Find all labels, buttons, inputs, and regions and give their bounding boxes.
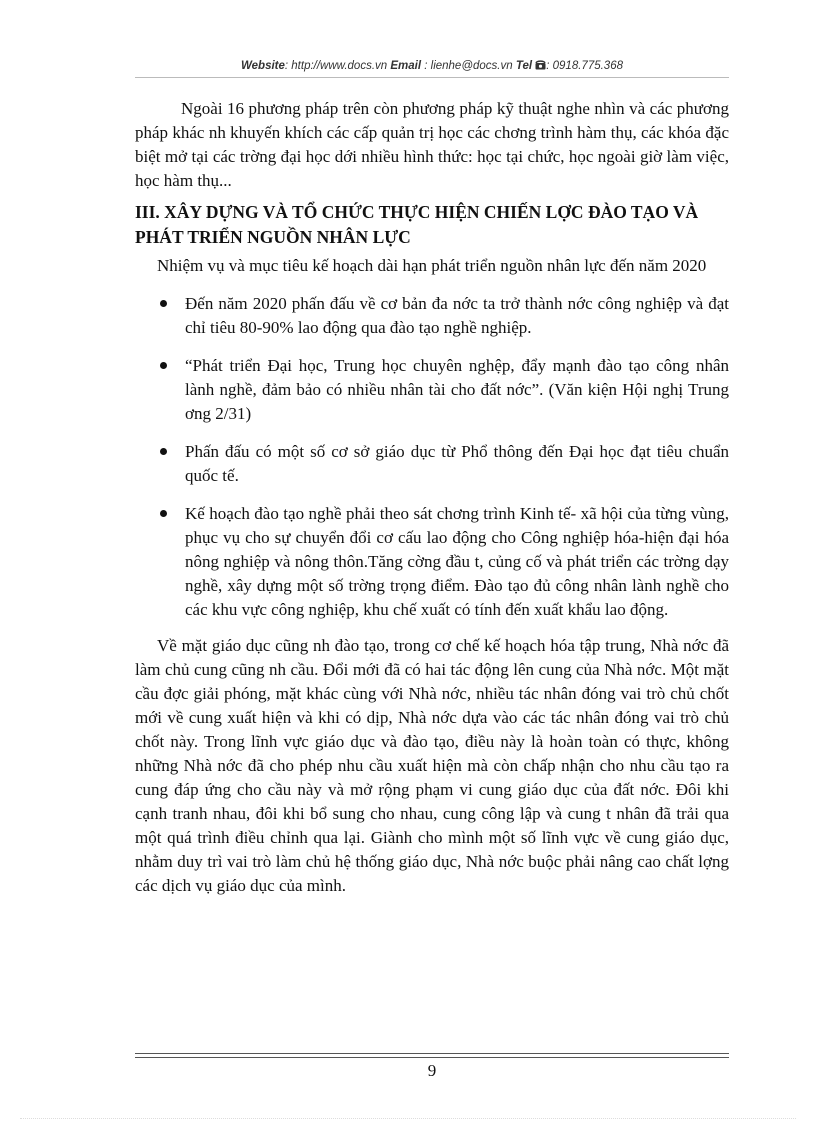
intro-paragraph: Nhiệm vụ và mục tiêu kế hoạch dài hạn phát triển nguồn nhân lực đến năm 2020 <box>157 256 707 275</box>
footer-divider-bottom <box>135 1057 729 1058</box>
list-item <box>135 354 729 426</box>
page-header <box>135 60 729 72</box>
list-item-text: Đến năm 2020 phấn đấu về cơ bản đa nớc ta trở thành nớc công nghiệp và đạt chỉ tiêu 80-90% lao động qua đào tạo nghề nghiệp. <box>185 294 729 337</box>
paragraph-education-reform: Về mặt giáo dục cũng nh đào tạo, trong cơ chế kế hoạch hóa tập trung, Nhà nớc đã làm chủ cung cũng nh cầu. Đổi mới đã có hai tác động lên cung của Nhà nớc. Một mặt cầu đợc giải phóng, mặt khác cùng với Nhà nớc, nhiều tác nhân đóng vai trò chủ chốt mới về cung xuất hiện và khi có dịp, Nhà nớc dựa vào các tác nhân đóng vai trò chủ chốt này. Trong lĩnh vực giáo dục và đào tạo, điều này là hoàn toàn có thực, không những Nhà nớc đã cho phép nhu cầu xuất hiện mà còn chấp nhận cho nhu cầu tạo ra cung đáp ứng cho cầu này và mở rộng phạm vi cung giáo dục của đất nớc. Đôi khi cạnh tranh nhau, đôi khi bổ sung cho nhau, cung công lập và cung t nhân đã trải qua một quá trình điều chỉnh qua lại. Giành cho mình một số lĩnh vực về cung giáo dục, nhằm duy trì vai trò làm chủ hệ thống giáo dục, Nhà nớc buộc phải nâng cao chất lợng các dịch vụ giáo dục của mình. <box>135 636 729 895</box>
email-label: Email <box>390 60 422 72</box>
phone-icon <box>535 60 546 70</box>
list-item-text: Kế hoạch đào tạo nghề phải theo sát chơng trình Kinh tế- xã hội của từng vùng, phục vụ cho sự chuyển đổi cơ cấu lao động cho Công nghiệp hóa-hiện đại hóa nông nghiệp và nông thôn.Tăng cờng đầu t, củng cố và phát triển các trờng dạy nghề, xây dựng một số trờng trọng điểm. Đào tạo đủ công nhân lành nghề cho các khu vực công nghiệp, khu chế xuất có tính đến xuất khẩu lao động. <box>185 504 729 619</box>
goals-list <box>135 292 729 622</box>
footer-divider-top <box>135 1053 729 1054</box>
bullet-icon <box>160 362 167 369</box>
section-heading: III. XÂY DỰNG VÀ TỔ CHỨC THỰC HIỆN CHIẾN LỢC ĐÀO TẠO VÀ PHÁT TRIỂN NGUỒN NHÂN LỰC <box>135 202 699 247</box>
website-value: : http://www.docs.vn <box>284 60 388 72</box>
bullet-icon <box>160 300 167 307</box>
paragraph-methods: Ngoài 16 phương pháp trên còn phương pháp kỹ thuật nghe nhìn và các phương pháp khác nh khuyến khích các cấp quản trị học các chơng trình hàm thụ, các khóa đặc biệt mở tại các trờng đại học dới nhiều hình thức: học tại chức, học ngoài giờ làm việc, học hàm thụ... <box>135 99 729 190</box>
header-divider <box>135 77 729 78</box>
page-edge-dotted-line <box>20 1118 796 1119</box>
list-item-text: “Phát triển Đại học, Trung học chuyên nghệp, đẩy mạnh đào tạo công nhân lành nghề, đảm bảo có nhiều nhân tài cho đất nớc”. (Văn kiện Hội nghị Trung ơng 2/31) <box>185 356 729 423</box>
bullet-icon <box>160 448 167 455</box>
page-number: 9 <box>427 1061 437 1080</box>
list-item <box>135 440 729 488</box>
website-label: Website <box>241 60 285 72</box>
tel-value: : 0918.775.368 <box>546 60 623 72</box>
page-content <box>135 97 729 898</box>
bullet-icon <box>160 510 167 517</box>
list-item-text: Phấn đấu có một số cơ sở giáo dục từ Phổ thông đến Đại học đạt tiêu chuẩn quốc tế. <box>185 442 729 485</box>
tel-label: Tel <box>515 60 533 72</box>
email-value: : lienhe@docs.vn <box>424 60 513 72</box>
list-item <box>135 292 729 340</box>
list-item <box>135 502 729 622</box>
